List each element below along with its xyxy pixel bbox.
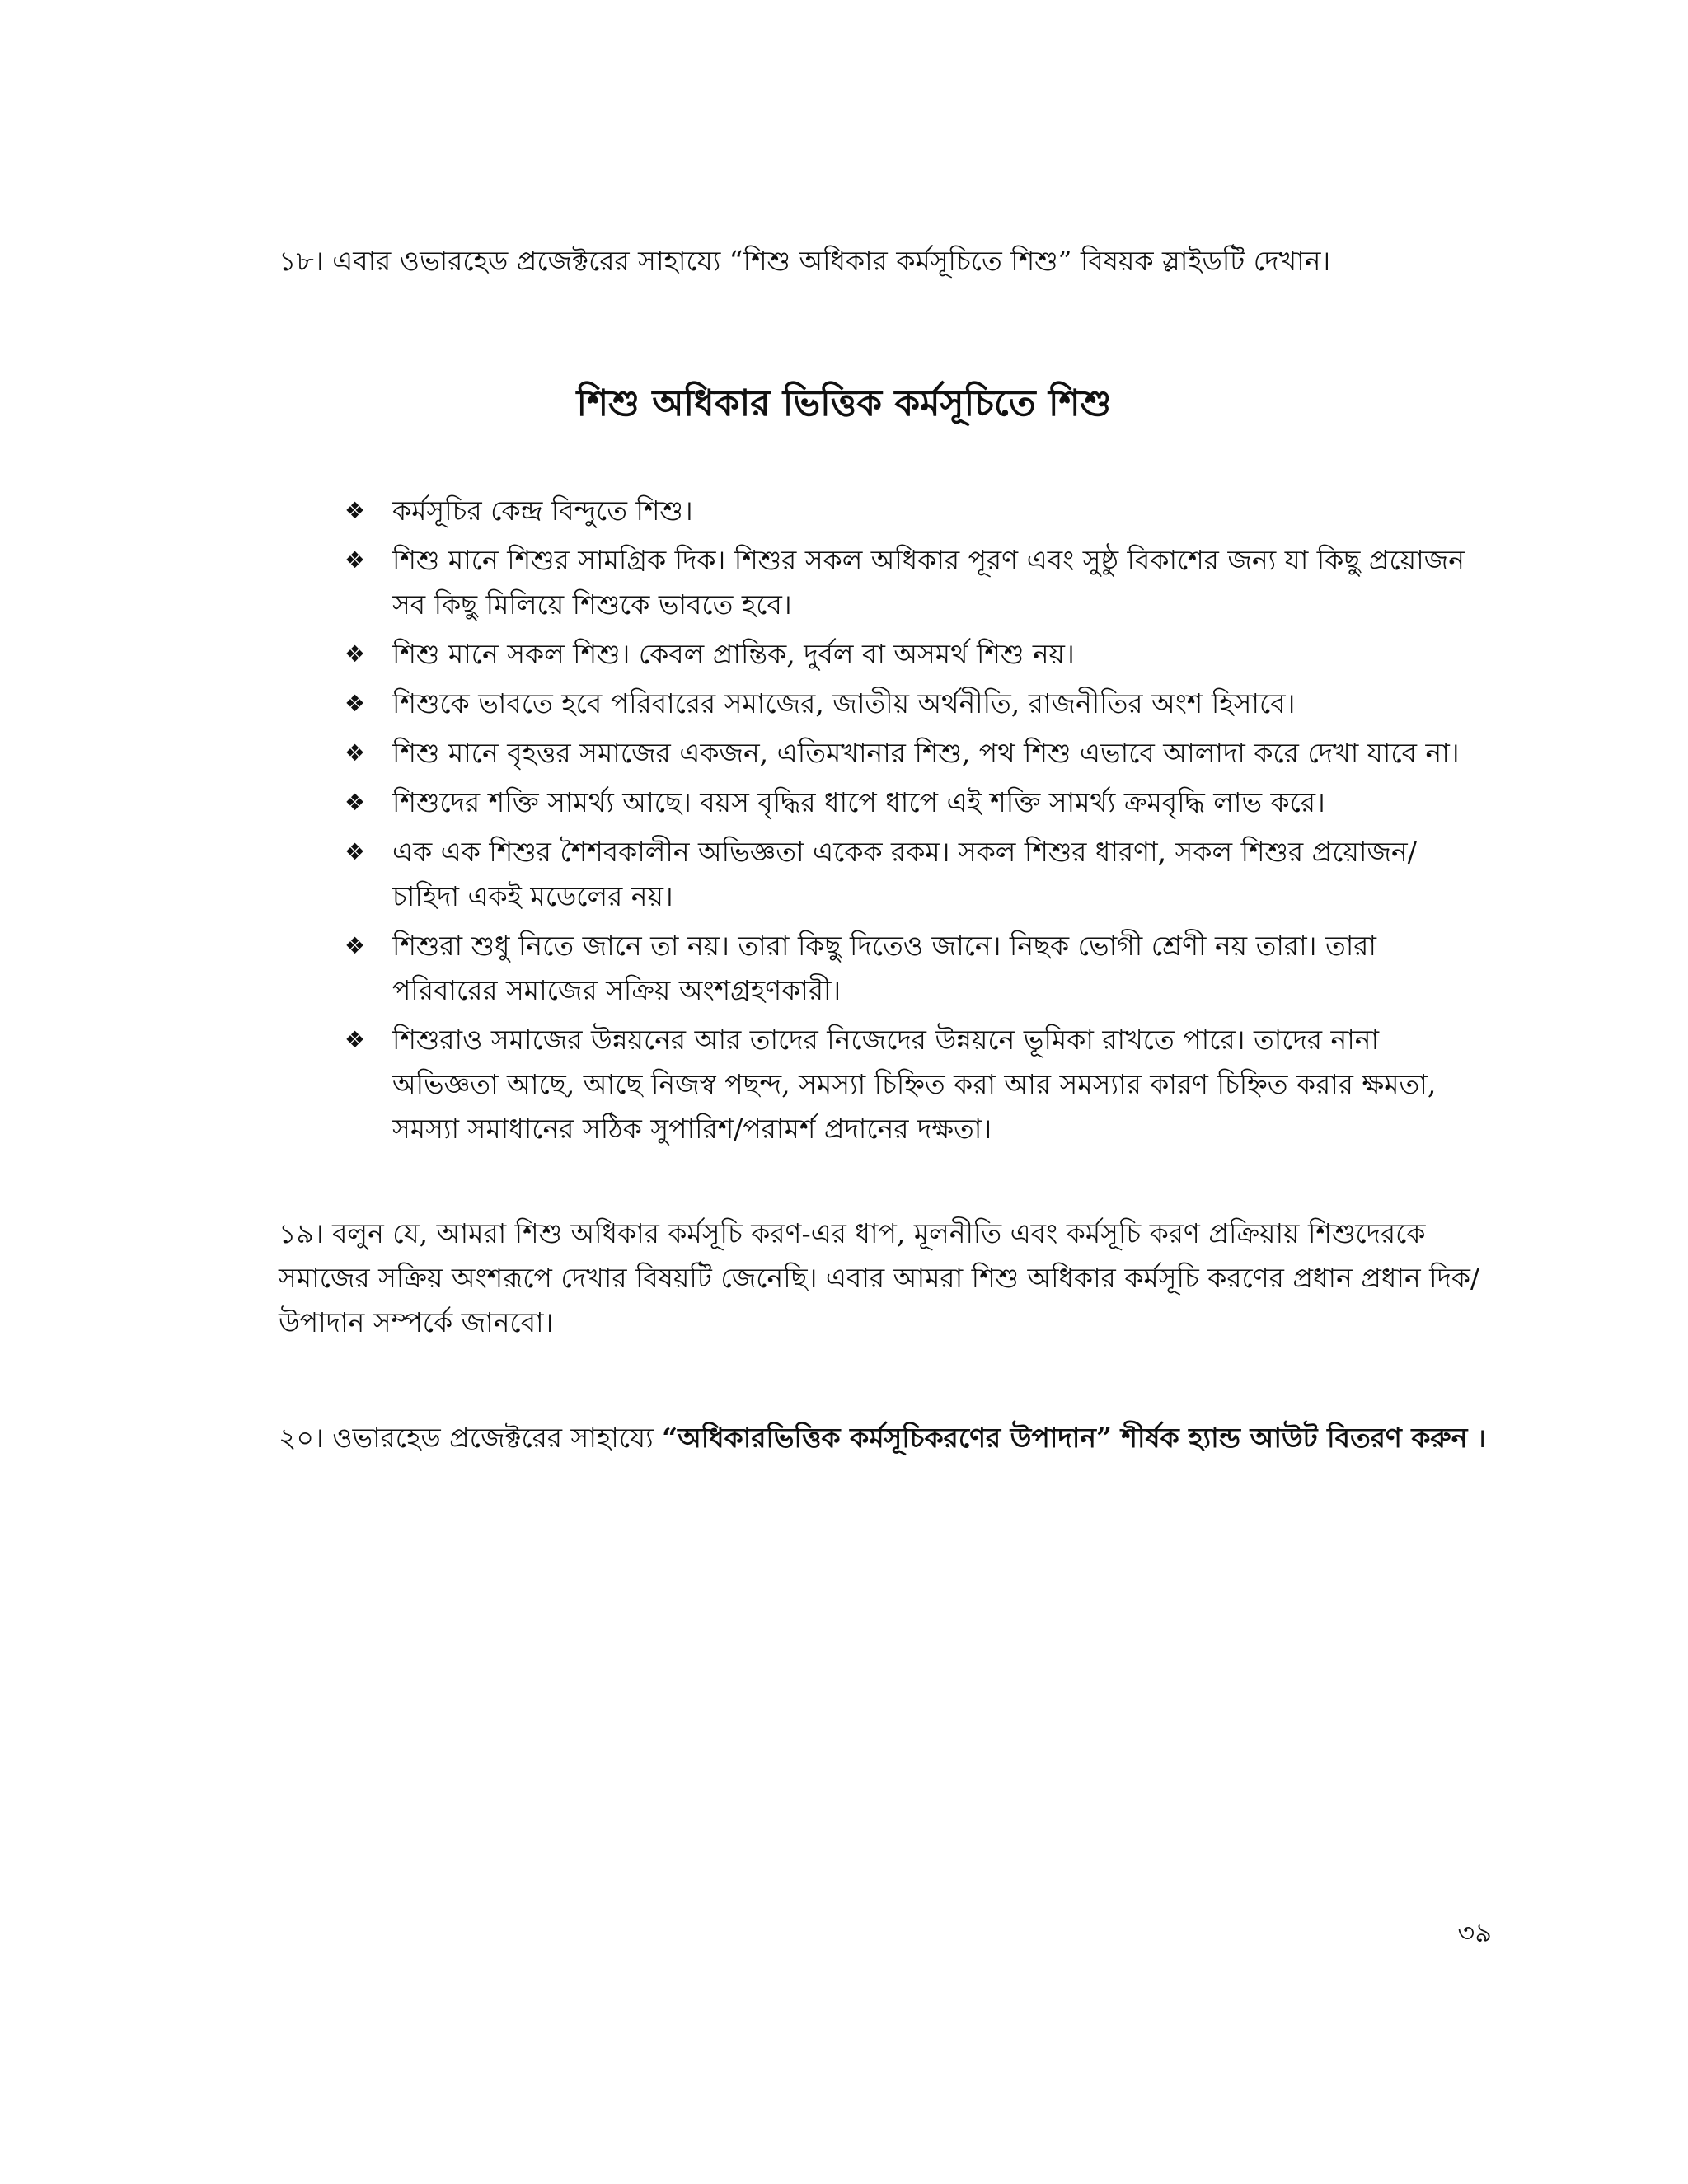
- step-20-tail: ।: [1467, 1422, 1487, 1454]
- list-item: [345, 1018, 1465, 1151]
- bullet-text: শিশুদের শক্তি সামর্থ্য আছে। বয়স বৃদ্ধির ধাপে ধাপে এই শক্তি সামর্থ্য ক্রমবৃদ্ধি লাভ করে।: [392, 786, 1325, 818]
- list-item: [345, 780, 1465, 825]
- four-diamond-ornament-icon: ❖: [345, 640, 366, 668]
- list-item: [345, 489, 1465, 533]
- list-item: [345, 830, 1465, 919]
- step-18-paragraph: ১৮। এবার ওভারহেড প্রজেক্টরের সাহায্যে “শিশু অধিকার কর্মসূচিতে শিশু” বিষয়ক স্লাইডটি দেখান।: [279, 245, 1331, 277]
- four-diamond-ornament-icon: ❖: [345, 739, 366, 766]
- four-diamond-ornament-icon: ❖: [345, 690, 366, 717]
- bullet-text: শিশুরাও সমাজের উন্নয়নের আর তাদের নিজেদের উন্নয়নে ভূমিকা রাখতে পারে। তাদের নানা অভিজ্ঞতা আছে, আছে নিজস্ব পছন্দ, সমস্যা চিহ্নিত করা আর সমস্যার কারণ চিহ্নিত করার ক্ষমতা, সমস্যা সমাধানের সঠিক সুপারিশ/পরামর্শ প্রদানের দক্ষতা।: [392, 1024, 1437, 1145]
- step-20-lead: ২০। ওভারহেড প্রজেক্টরের সাহায্যে: [279, 1422, 663, 1454]
- step-20-paragraph: [279, 1416, 1490, 1460]
- list-item: [345, 682, 1465, 726]
- page-number: ৩৯: [1457, 1917, 1492, 1948]
- bullet-text: শিশুকে ভাবতে হবে পরিবারের সমাজের, জাতীয় অর্থনীতি, রাজনীতির অংশ হিসাবে।: [392, 687, 1296, 719]
- step-19-paragraph: ১৯। বলুন যে, আমরা শিশু অধিকার কর্মসূচি করণ-এর ধাপ, মূলনীতি এবং কর্মসূচি করণ প্রক্রিয়ায় শিশুদেরকে সমাজের সক্রিয় অংশরূপে দেখার বিষয়টি জেনেছি। এবার আমরা শিশু অধিকার কর্মসূচি করণের প্রধান প্রধান দিক/উপাদান সম্পর্কে জানবো।: [279, 1217, 1480, 1338]
- four-diamond-ornament-icon: ❖: [345, 497, 366, 524]
- list-item: [345, 731, 1465, 776]
- bullet-text: শিশু মানে সকল শিশু। কেবল প্রান্তিক, দুর্বল বা অসমর্থ শিশু নয়।: [392, 638, 1075, 670]
- section-title: শিশু অধিকার ভিত্তিক কর্মসূচিতে শিশু: [576, 382, 1112, 424]
- four-diamond-ornament-icon: ❖: [345, 932, 366, 959]
- four-diamond-ornament-icon: ❖: [345, 789, 366, 816]
- bullet-text: শিশুরা শুধু নিতে জানে তা নয়। তারা কিছু দিতেও জানে। নিছক ভোগী শ্রেণী নয় তারা। তারা পরিবারের সমাজের সক্রিয় অংশগ্রহণকারী।: [392, 930, 1376, 1006]
- list-item: [345, 538, 1465, 627]
- four-diamond-ornament-icon: ❖: [345, 838, 366, 865]
- bullet-list: [345, 489, 1465, 1156]
- bullet-text: শিশু মানে শিশুর সামগ্রিক দিক। শিশুর সকল অধিকার পূরণ এবং সুষ্ঠু বিকাশের জন্য যা কিছু প্রয়োজন সব কিছু মিলিয়ে শিশুকে ভাবতে হবে।: [392, 544, 1465, 621]
- bullet-text: কর্মসূচির কেন্দ্র বিন্দুতে শিশু।: [392, 494, 693, 527]
- bullet-text: এক এক শিশুর শৈশবকালীন অভিজ্ঞতা একেক রকম। সকল শিশুর ধারণা, সকল শিশুর প্রয়োজন/চাহিদা একই মডেলের নয়।: [392, 836, 1417, 912]
- bullet-text: শিশু মানে বৃহত্তর সমাজের একজন, এতিমখানার শিশু, পথ শিশু এভাবে আলাদা করে দেখা যাবে না।: [392, 737, 1460, 769]
- list-item: [345, 632, 1465, 677]
- step-20-handout-title: “অধিকারভিত্তিক কর্মসূচিকরণের উপাদান” শীর্ষক হ্যান্ড আউট বিতরণ করুন: [662, 1422, 1468, 1454]
- four-diamond-ornament-icon: ❖: [345, 1026, 366, 1053]
- four-diamond-ornament-icon: ❖: [345, 546, 366, 574]
- list-item: [345, 924, 1465, 1013]
